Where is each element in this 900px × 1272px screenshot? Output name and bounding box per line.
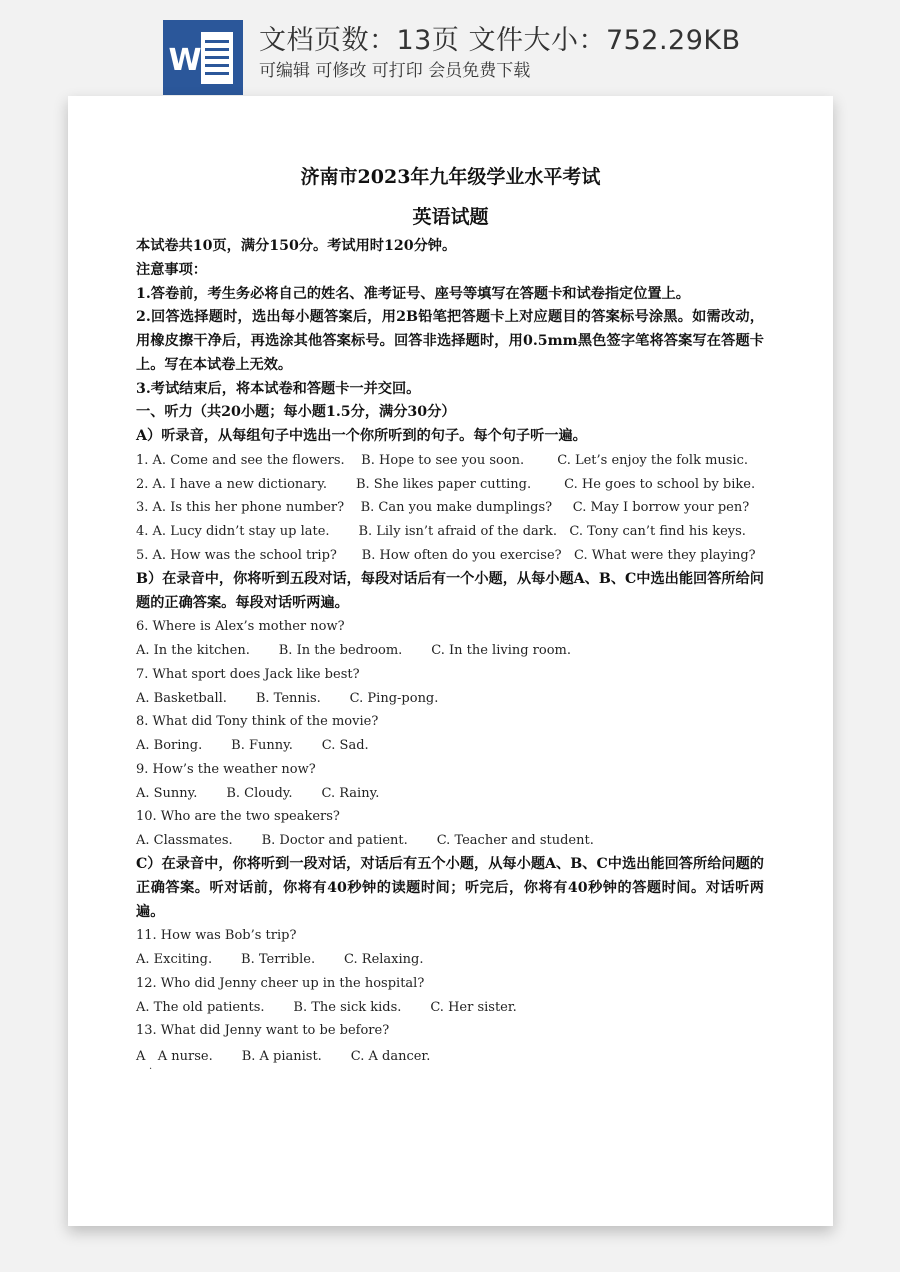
question-9-options: A. Sunny. B. Cloudy. C. Rainy.	[136, 786, 380, 801]
exam-title: 济南市2023年九年级学业水平考试	[300, 166, 601, 188]
word-document-icon	[163, 20, 243, 95]
banner	[0, 0, 900, 96]
question-7-options: A. Basketball. B. Tennis. C. Ping-pong.	[136, 691, 439, 706]
question-8: 8. What did Tony think of the movie?	[136, 714, 379, 729]
question-1: 1. A. Come and see the flowers. B. Hope to see you soon. C. Let’s enjoy the folk music.	[136, 453, 749, 468]
exam-intro: 本试卷共10页，满分150分。考试用时120分钟。	[136, 238, 457, 254]
question-10: 10. Who are the two speakers?	[136, 809, 340, 824]
question-2: 2. A. I have a new dictionary. B. She likes paper cutting. C. He goes to school by bike.	[136, 477, 756, 492]
question-6-options: A. In the kitchen. B. In the bedroom. C. In the living room.	[136, 643, 572, 658]
notice-heading: 注意事项：	[136, 262, 207, 278]
question-11: 11. How was Bob’s trip?	[136, 928, 297, 943]
question-4: 4. A. Lucy didn’t stay up late. B. Lily isn’t afraid of the dark. C. Tony can’t find his keys.	[136, 524, 746, 539]
notice-item-3: 3.考试结束后，将本试卷和答题卡一并交回。	[136, 381, 421, 397]
question-5: 5. A. How was the school trip? B. How often do you exercise? C. What were they playing?	[136, 548, 756, 563]
notice-item-1: 1.答卷前，考生务必将自己的姓名、准考证号、座号等填写在答题卡和试卷指定位置上。	[136, 286, 690, 302]
question-3: 3. A. Is this her phone number? B. Can you make dumplings? C. May I borrow your pen?	[136, 500, 750, 515]
part-b-instructions: B）在录音中，你将听到五段对话，每段对话后有一个小题，从每小题A、B、C中选出能回答所给问题的正确答案。每段对话听两遍。	[136, 571, 764, 611]
notice-item-2: 2.回答选择题时，选出每小题答案后，用2B铅笔把答题卡上对应题目的答案标号涂黑。如需改动，用橡皮擦干净后，再选涂其他答案标号。回答非选择题时，用0.5mm黑色签字笔将答案写在答题卡上。写在本试卷上无效。	[136, 309, 764, 373]
stray-dot: ·	[149, 1064, 153, 1075]
part-c-instructions: C）在录音中，你将听到一段对话，对话后有五个小题，从每小题A、B、C中选出能回答所给问题的正确答案。听对话前，你将有40秒钟的读题时间；听完后，你将有40秒钟的答题时间。对话听两遍。	[136, 856, 764, 920]
part-a-instructions: A）听录音，从每组句子中选出一个你所听到的句子。每个句子听一遍。	[136, 428, 587, 444]
question-11-options: A. Exciting. B. Terrible. C. Relaxing.	[136, 952, 424, 967]
question-12: 12. Who did Jenny cheer up in the hospital?	[136, 976, 425, 991]
question-13: 13. What did Jenny want to be before?	[136, 1023, 390, 1038]
question-13-options: A A nurse. B. A pianist. C. A dancer.	[136, 1049, 431, 1064]
question-10-options: A. Classmates. B. Doctor and patient. C. Teacher and student.	[136, 833, 594, 848]
question-9: 9. How’s the weather now?	[136, 762, 316, 777]
question-8-options: A. Boring. B. Funny. C. Sad.	[136, 738, 369, 753]
exam-subtitle: 英语试题	[412, 206, 489, 228]
question-6: 6. Where is Alex’s mother now?	[136, 619, 345, 634]
file-info-subtitle: 可编辑 可修改 可打印 会员免费下载	[259, 61, 531, 81]
file-info-title: 文档页数：13页 文件大小：752.29KB	[259, 25, 741, 56]
section-listening-heading: 一、听力（共20小题；每小题1.5分，满分30分）	[136, 404, 456, 420]
question-7: 7. What sport does Jack like best?	[136, 667, 360, 682]
question-12-options: A. The old patients. B. The sick kids. C. Her sister.	[136, 1000, 517, 1015]
document-page	[68, 96, 833, 1226]
word-icon-letter: W	[168, 43, 202, 78]
